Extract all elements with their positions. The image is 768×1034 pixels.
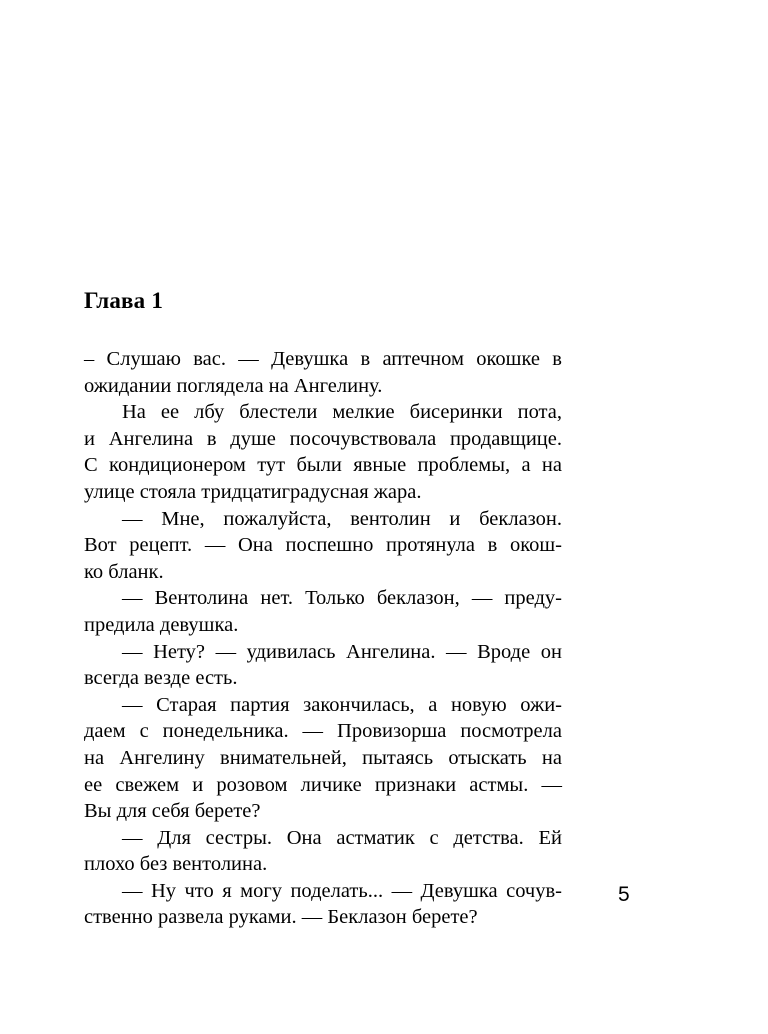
text-line: На ее лбу блестели мелкие бисеринки пота,	[122, 401, 562, 424]
text-line: — Вентолина нет. Только беклазон, — преду-	[122, 587, 562, 610]
text-line: — Ну что я могу поделать... — Девушка сочув-	[122, 879, 562, 902]
text-line: ожидании поглядела на Ангелину.	[84, 374, 383, 397]
text-line: даем с понедельника. — Провизорша посмотрела	[84, 720, 562, 743]
text-line: всегда везде есть.	[84, 667, 238, 690]
page-number: 5	[618, 883, 630, 906]
text-line: и Ангелина в душе посочувствовала продавщице.	[84, 427, 562, 450]
text-line: плохо без вентолина.	[84, 853, 268, 876]
chapter-body-text	[84, 346, 562, 931]
text-line: ко бланк.	[84, 560, 164, 583]
text-line: ственно развела руками. — Беклазон берете?	[84, 906, 478, 929]
text-line: ее свежем и розовом личике признаки астмы. —	[84, 773, 562, 796]
text-line: – Слушаю вас. — Девушка в аптечном окошке в	[84, 348, 562, 370]
text-line: — Нету? — удивилась Ангелина. — Вроде он	[122, 640, 562, 663]
chapter-title: Глава 1	[84, 288, 164, 313]
text-line: на Ангелину внимательней, пытаясь отыскать на	[84, 746, 562, 769]
text-line: — Мне, пожалуйста, вентолин и беклазон.	[122, 507, 562, 530]
text-line: Вот рецепт. — Она поспешно протянула в окош-	[84, 534, 562, 557]
text-line: Вы для себя берете?	[84, 800, 261, 823]
text-line: — Старая партия закончилась, а новую ожи-	[122, 693, 562, 716]
text-line: предила девушка.	[84, 613, 239, 636]
text-line: улице стояла тридцатиградусная жара.	[84, 480, 422, 503]
text-line: — Для сестры. Она астматик с детства. Ей	[122, 826, 562, 849]
text-line: С кондиционером тут были явные проблемы, а на	[84, 454, 562, 477]
